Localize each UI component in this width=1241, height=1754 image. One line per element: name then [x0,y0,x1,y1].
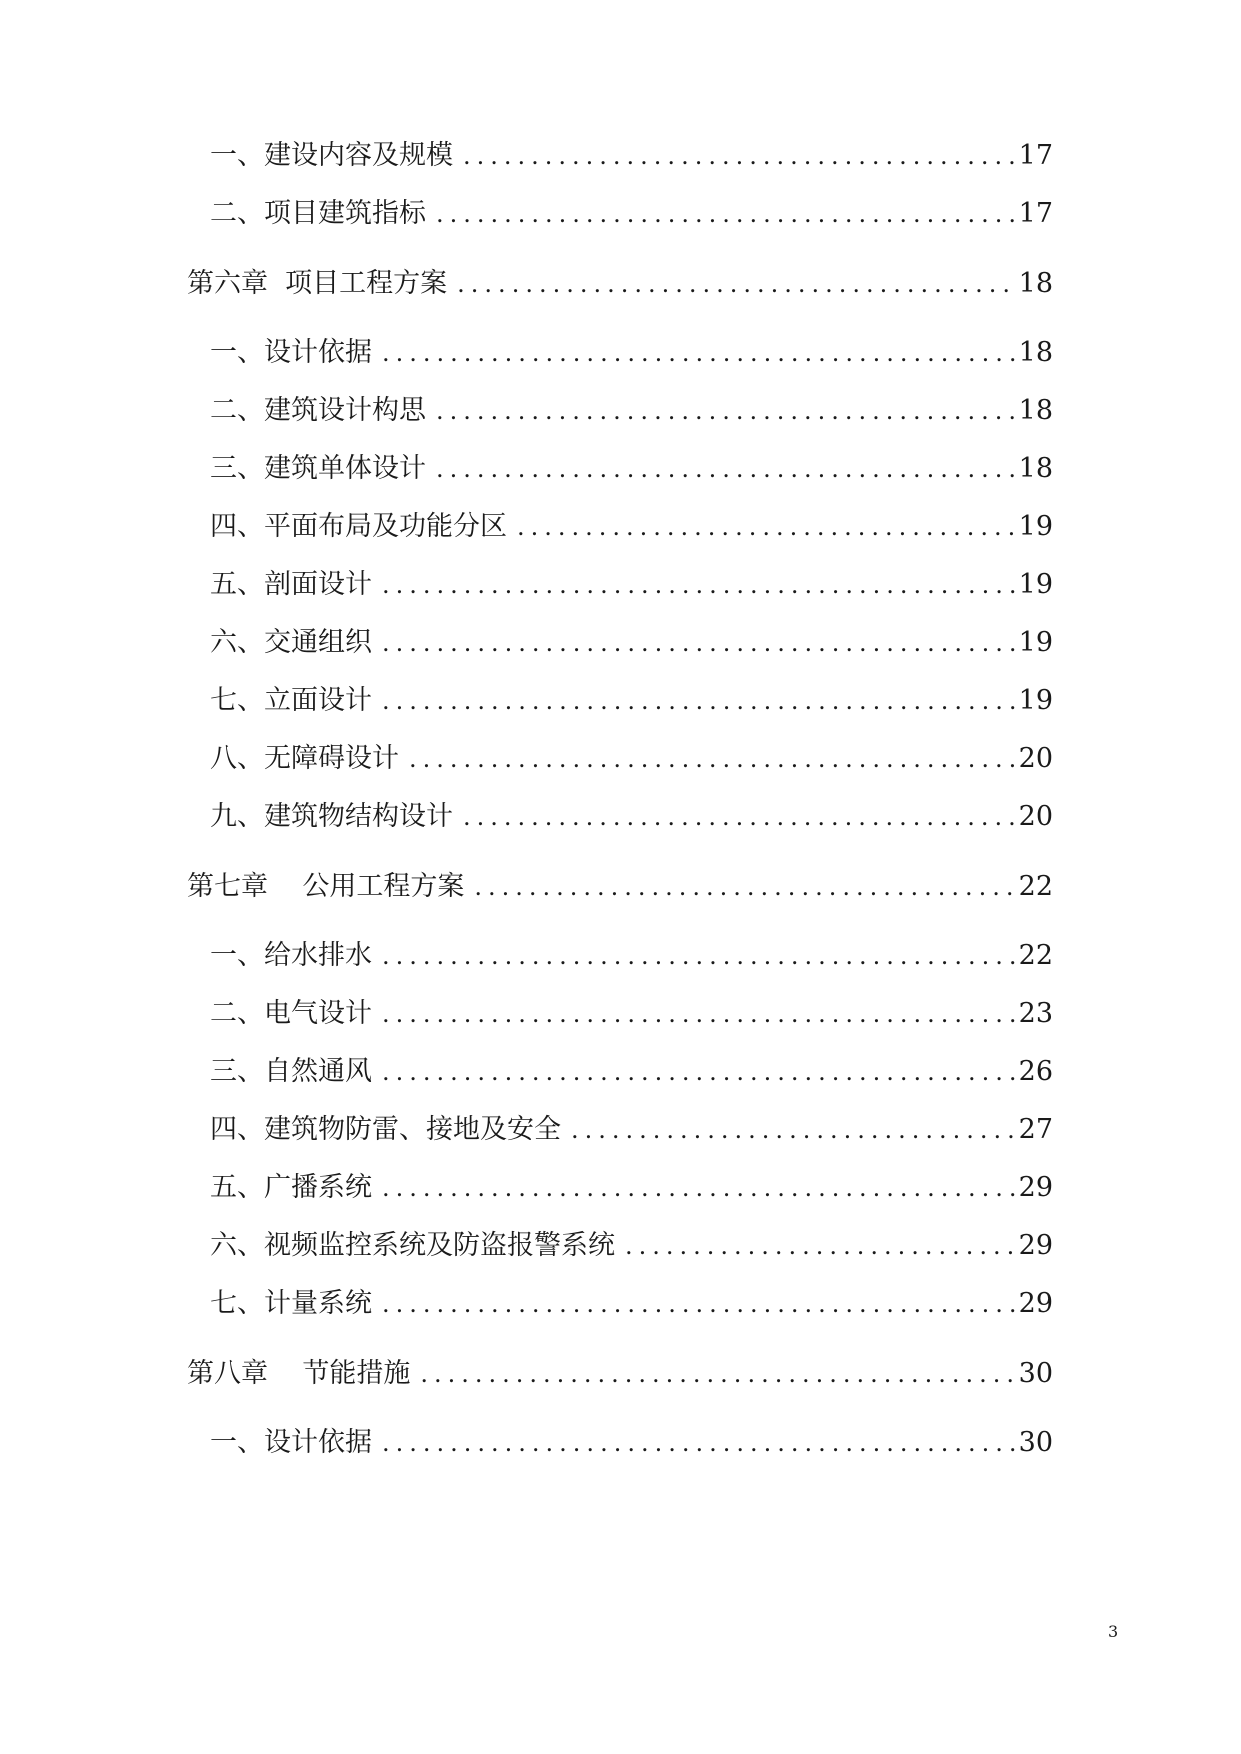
toc-entry-title: 五、广播系统 [210,1172,372,1203]
toc-entry-page: 22 [1018,940,1053,971]
toc-entry-title: 七、立面设计 [210,685,372,716]
toc-entry-title: 一、建设内容及规模 [210,140,453,171]
toc-entry-title: 一、设计依据 [210,1427,372,1458]
toc-entry-page: 19 [1018,511,1053,542]
toc-chapter-7[interactable] [187,867,1053,907]
toc-entry-title: 二、电气设计 [210,998,372,1029]
toc-entry-title: 第六章 项目工程方案 [187,268,448,299]
toc-entry-page: 30 [1018,1427,1053,1458]
toc-entry-title: 六、交通组织 [210,627,372,658]
dot-leader [382,681,1015,721]
toc-entry-title: 九、建筑物结构设计 [210,801,453,832]
toc-entry-page: 19 [1018,627,1053,658]
dot-leader [457,264,1014,304]
toc-entry-page: 26 [1018,1056,1053,1087]
toc-entry-7-6[interactable] [210,1226,1053,1266]
toc-entry-title: 七、计量系统 [210,1288,372,1319]
dot-leader [474,867,1014,907]
toc-entry-7-7[interactable] [210,1284,1053,1324]
toc-entry-7-2[interactable] [210,994,1053,1034]
dot-leader [382,1423,1015,1463]
toc-entry-title: 六、视频监控系统及防盗报警系统 [210,1230,615,1261]
toc-entry-page: 19 [1018,685,1053,716]
dot-leader [463,136,1015,176]
toc-entry-title: 五、剖面设计 [210,569,372,600]
toc-entry-1-2[interactable] [210,194,1053,234]
toc-entry-7-3[interactable] [210,1052,1053,1092]
toc-entry-6-9[interactable] [210,797,1053,837]
toc-entry-page: 18 [1018,453,1053,484]
toc-entry-page: 23 [1018,998,1053,1029]
toc-chapter-8[interactable] [187,1354,1053,1394]
dot-leader [420,1354,1014,1394]
toc-chapter-6[interactable] [187,264,1053,304]
toc-entry-page: 17 [1018,140,1053,171]
toc-entry-page: 17 [1018,198,1053,229]
toc-entry-page: 18 [1018,395,1053,426]
toc-entry-title: 四、平面布局及功能分区 [210,511,507,542]
dot-leader [436,194,1015,234]
dot-leader [382,1284,1015,1324]
dot-leader [382,1168,1015,1208]
dot-leader [382,623,1015,663]
toc-entry-page: 29 [1018,1172,1053,1203]
toc-entry-7-4[interactable] [210,1110,1053,1150]
toc-entry-title: 一、设计依据 [210,337,372,368]
toc-entry-6-2[interactable] [210,391,1053,431]
toc-entry-page: 29 [1018,1288,1053,1319]
dot-leader [571,1110,1015,1150]
toc-entry-page: 29 [1018,1230,1053,1261]
toc-entry-title: 二、项目建筑指标 [210,198,426,229]
toc-entry-page: 22 [1018,871,1053,902]
dot-leader [382,565,1015,605]
toc-entry-page: 18 [1018,337,1053,368]
dot-leader [436,449,1015,489]
toc-entry-page: 27 [1018,1114,1053,1145]
toc-entry-6-6[interactable] [210,623,1053,663]
dot-leader [382,1052,1015,1092]
toc-entry-6-7[interactable] [210,681,1053,721]
toc-entry-page: 18 [1018,268,1053,299]
dot-leader [382,936,1015,976]
toc-entry-page: 19 [1018,569,1053,600]
dot-leader [436,391,1015,431]
dot-leader [625,1226,1015,1266]
page-number: 3 [1108,1622,1119,1641]
toc-entry-8-1[interactable] [210,1423,1053,1463]
dot-leader [382,994,1015,1034]
toc-entry-6-5[interactable] [210,565,1053,605]
dot-leader [382,333,1015,373]
toc-entry-page: 20 [1018,801,1053,832]
toc-entry-page: 20 [1018,743,1053,774]
dot-leader [409,739,1015,779]
toc-entry-title: 三、建筑单体设计 [210,453,426,484]
toc-entry-1-1[interactable] [210,136,1053,176]
toc-entry-title: 八、无障碍设计 [210,743,399,774]
toc-entry-6-4[interactable] [210,507,1053,547]
toc-entry-title: 三、自然通风 [210,1056,372,1087]
toc-entry-7-5[interactable] [210,1168,1053,1208]
toc-entry-title: 一、给水排水 [210,940,372,971]
toc-entry-title: 四、建筑物防雷、接地及安全 [210,1114,561,1145]
toc-entry-7-1[interactable] [210,936,1053,976]
toc-entry-6-3[interactable] [210,449,1053,489]
toc-entry-6-8[interactable] [210,739,1053,779]
toc-entry-title: 二、建筑设计构思 [210,395,426,426]
toc-entry-title: 第八章 节能措施 [187,1358,411,1389]
dot-leader [463,797,1015,837]
toc-entry-title: 第七章 公用工程方案 [187,871,465,902]
toc-entry-page: 30 [1018,1358,1053,1389]
dot-leader [517,507,1015,547]
toc-entry-6-1[interactable] [210,333,1053,373]
